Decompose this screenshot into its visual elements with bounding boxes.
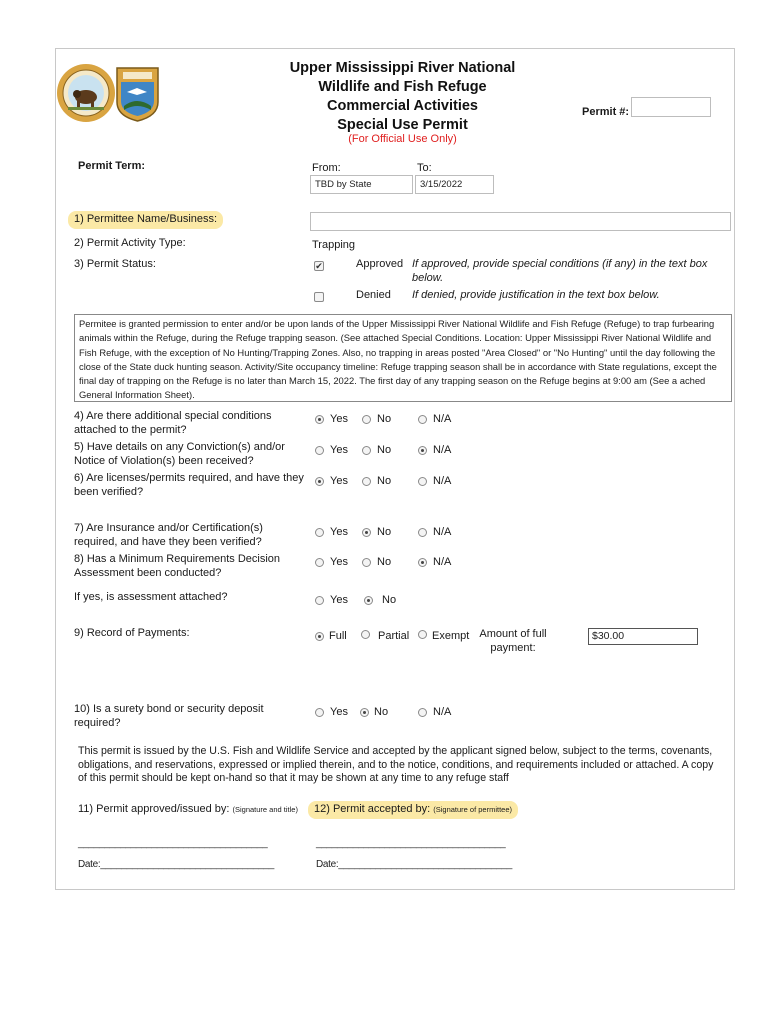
- q4-no-label: No: [377, 413, 392, 425]
- permittee-name-field[interactable]: [310, 212, 731, 231]
- q8b-no-radio[interactable]: [364, 596, 373, 605]
- q8-na-radio[interactable]: [418, 558, 427, 567]
- q9-full-label: Full: [329, 630, 347, 642]
- q9-label: 9) Record of Payments:: [74, 627, 190, 639]
- q5-na-radio[interactable]: [418, 446, 427, 455]
- q10-label: 10) Is a surety bond or security deposit required?: [74, 703, 264, 729]
- q11-label-row: [78, 803, 298, 817]
- q12-label: 12) Permit accepted by:: [314, 803, 431, 815]
- q6-no-label: No: [377, 475, 392, 487]
- q5-na-label: N/A: [433, 444, 452, 456]
- q9-partial-radio[interactable]: [361, 630, 370, 639]
- approver-signature-line[interactable]: ____________________________________: [78, 838, 268, 849]
- q8b-label: If yes, is assessment attached?: [74, 591, 228, 603]
- q9-exempt-label: Exempt: [432, 630, 470, 642]
- q10-no-radio[interactable]: [360, 708, 369, 717]
- q4-na-radio[interactable]: [418, 415, 427, 424]
- q7-no-label: No: [377, 526, 392, 538]
- q6-yes-radio[interactable]: [315, 477, 324, 486]
- interior-seal-logo: [56, 63, 116, 123]
- q10-no-label: No: [374, 706, 389, 718]
- q8-yes-radio[interactable]: [315, 558, 324, 567]
- permit-number-label: Permit #:: [582, 106, 630, 118]
- q4-label: 4) Are there additional special conditions attached to the permit?: [74, 410, 272, 436]
- q7-na-label: N/A: [433, 526, 452, 538]
- denied-label: Denied: [356, 289, 391, 301]
- q12-label-row: [308, 801, 518, 819]
- q4-no-radio[interactable]: [362, 415, 371, 424]
- q5-label: 5) Have details on any Conviction(s) and/or Notice of Violation(s) been received?: [74, 441, 285, 467]
- permit-statement: This permit is issued by the U.S. Fish and Wildlife Service and accepted by the applicant signed below, subject to the terms, covenants, obligations, and reservations, expressed or implied therein, and to the notice, conditions, and requirements included or attached. A copy of this permit should be kept on-hand so that it may be shown at any time to any refuge staff: [78, 745, 714, 784]
- q7-yes-radio[interactable]: [315, 528, 324, 537]
- permittee-name-label: 1) Permittee Name/Business:: [68, 211, 223, 229]
- fws-shield-logo: [115, 66, 160, 122]
- permit-status-label: 3) Permit Status:: [74, 258, 156, 270]
- q8-yes-label: Yes: [330, 556, 348, 568]
- q5-yes-label: Yes: [330, 444, 348, 456]
- q8-na-label: N/A: [433, 556, 452, 568]
- q9-partial-label: Partial: [378, 630, 410, 642]
- q6-yes-label: Yes: [330, 475, 348, 487]
- permit-number-field[interactable]: [631, 97, 711, 117]
- q5-yes-radio[interactable]: [315, 446, 324, 455]
- approved-label: Approved: [356, 258, 404, 270]
- approved-note: If approved, provide special conditions (if any) in the text box below.: [412, 258, 708, 284]
- q12-note: (Signature of permittee): [433, 805, 513, 814]
- permittee-date-row[interactable]: [316, 859, 512, 870]
- q8-no-label: No: [377, 556, 392, 568]
- official-use-note: (For Official Use Only): [348, 133, 457, 145]
- q4-yes-label: Yes: [330, 413, 348, 425]
- q6-na-label: N/A: [433, 475, 452, 487]
- permittee-date-label: Date:: [316, 859, 339, 870]
- from-date-field[interactable]: TBD by State: [310, 175, 413, 194]
- activity-type-value: Trapping: [312, 239, 356, 251]
- conditions-textbox[interactable]: Permitee is granted permission to enter and/or be upon lands of the Upper Mississippi River National Wildlife and Fish Refuge (Refuge) to trap furbearing animals within the Refuge, during the Refuge trapping season. (See attached Special Conditions. Location: Upper Mississippi River National Wildlife and Fish Refuge, with the exception of No Hunting/Trapping Zones. Also, no trapping in areas posted "Area Closed" or "No Hunting" until the day following the close of the State duck hunting season. Activity/Site occupancy timeline: Refuge trapping season shall be in accordance with State regulations, except the final day of trapping on the Refuge is no later than March 15, 2022. The first day of any trapping season on the Refuge begins at 9:00 am (See a ached General Information Sheet).: [74, 314, 732, 402]
- q6-no-radio[interactable]: [362, 477, 371, 486]
- q7-na-radio[interactable]: [418, 528, 427, 537]
- q8-label: 8) Has a Minimum Requirements Decision Assessment been conducted?: [74, 553, 281, 579]
- q8b-yes-label: Yes: [330, 594, 348, 606]
- q10-na-label: N/A: [433, 706, 452, 718]
- approved-checkbox[interactable]: ✔: [315, 261, 323, 271]
- q11-note: (Signature and title): [232, 805, 298, 814]
- denied-checkbox[interactable]: [314, 292, 324, 302]
- q10-na-radio[interactable]: [418, 708, 427, 717]
- q8b-no-label: No: [382, 594, 397, 606]
- amount-label: Amount of full payment:: [479, 628, 547, 654]
- q8-no-radio[interactable]: [362, 558, 371, 567]
- q6-label: 6) Are licenses/permits required, and have they been verified?: [74, 472, 304, 498]
- approver-date-line: _________________________________: [100, 859, 275, 870]
- q7-label: 7) Are Insurance and/or Certification(s) required, and have they been verified?: [74, 522, 263, 548]
- activity-type-label: 2) Permit Activity Type:: [74, 237, 186, 249]
- form-title: [270, 59, 535, 135]
- from-label: From:: [312, 162, 341, 174]
- approver-date-row[interactable]: [78, 859, 274, 870]
- q8b-yes-radio[interactable]: [315, 596, 324, 605]
- title-line-4: Special Use Permit: [337, 117, 468, 133]
- q9-full-radio[interactable]: [315, 632, 324, 641]
- q5-no-radio[interactable]: [362, 446, 371, 455]
- q7-no-radio[interactable]: [362, 528, 371, 537]
- q9-exempt-radio[interactable]: [418, 630, 427, 639]
- q4-na-label: N/A: [433, 413, 452, 425]
- q5-no-label: No: [377, 444, 392, 456]
- q11-label: 11) Permit approved/issued by:: [78, 803, 230, 815]
- denied-note: If denied, provide justification in the text box below.: [412, 289, 660, 301]
- to-label: To:: [417, 162, 432, 174]
- permit-term-label: Permit Term:: [78, 160, 146, 172]
- amount-field[interactable]: $30.00: [588, 628, 698, 645]
- q7-yes-label: Yes: [330, 526, 348, 538]
- q6-na-radio[interactable]: [418, 477, 427, 486]
- q4-yes-radio[interactable]: [315, 415, 324, 424]
- approver-date-label: Date:: [78, 859, 101, 870]
- permittee-signature-line[interactable]: ____________________________________: [316, 838, 506, 849]
- q10-yes-label: Yes: [330, 706, 348, 718]
- title-line-3: Commercial Activities: [327, 98, 478, 114]
- permittee-date-line: _________________________________: [338, 859, 513, 870]
- to-date-field[interactable]: 3/15/2022: [415, 175, 494, 194]
- q10-yes-radio[interactable]: [315, 708, 324, 717]
- title-line-2: Wildlife and Fish Refuge: [318, 79, 487, 95]
- title-line-1: Upper Mississippi River National: [289, 60, 516, 76]
